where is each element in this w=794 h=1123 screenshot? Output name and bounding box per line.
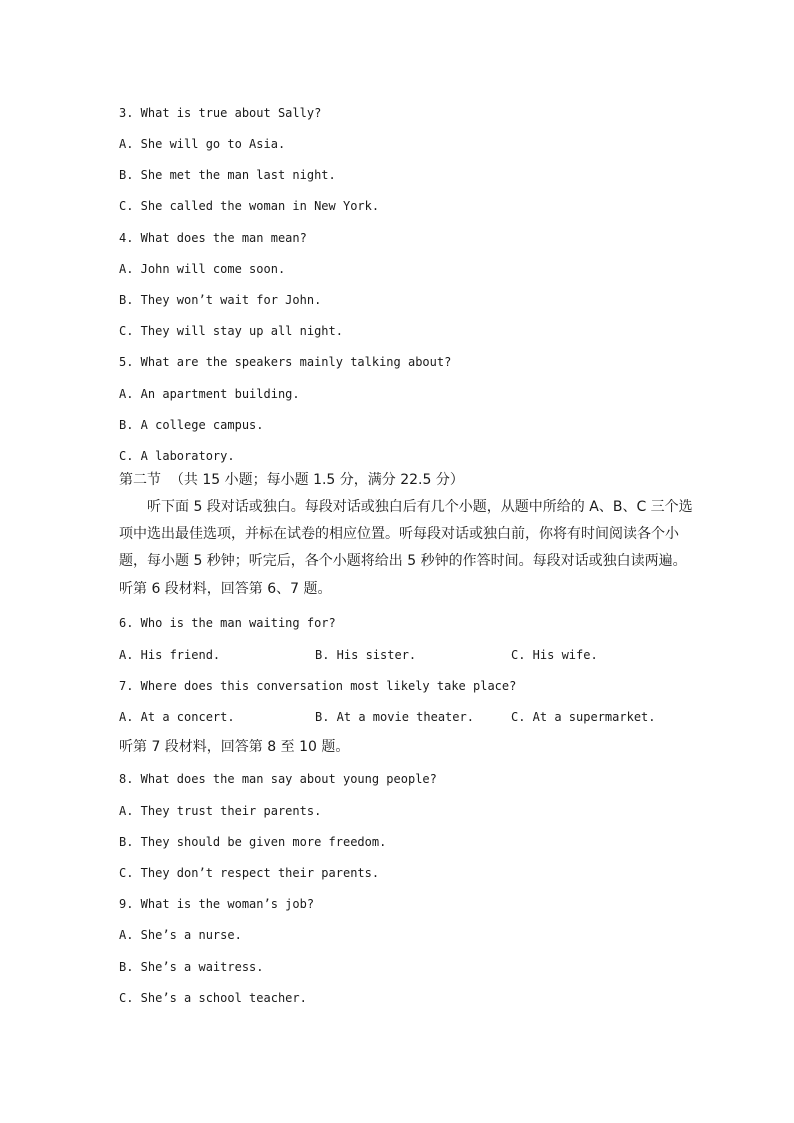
option-5b: B. A college campus. [119,418,264,432]
option-5a: A. An apartment building. [119,387,300,401]
option-7c: C. At a supermarket. [511,710,656,724]
instructions-line-2: 项中选出最佳选项，并标在试卷的相应位置。听每段对话或独白前，你将有时间阅读各个小 [119,526,679,542]
option-3b: B. She met the man last night. [119,168,336,182]
question-5: 5. What are the speakers mainly talking about? [119,355,452,369]
question-8: 8. What does the man say about young people? [119,772,437,786]
option-3a: A. She will go to Asia. [119,137,286,151]
instructions-line-3: 题，每小题 5 秒钟；听完后，各个小题将给出 5 秒钟的作答时间。每段对话或独白读两遍。 [119,553,687,569]
question-9: 9. What is the woman’s job? [119,897,315,911]
option-7a: A. At a concert. [119,710,235,724]
option-5c: C. A laboratory. [119,449,235,463]
option-4c: C. They will stay up all night. [119,324,343,338]
option-7b: B. At a movie theater. [315,710,474,724]
option-9c: C. She’s a school teacher. [119,991,307,1005]
option-8c: C. They don’t respect their parents. [119,866,380,880]
option-6a: A. His friend. [119,648,221,662]
question-3: 3. What is true about Sally? [119,106,322,120]
option-4a: A. John will come soon. [119,262,286,276]
option-8a: A. They trust their parents. [119,804,322,818]
option-4b: B. They won’t wait for John. [119,293,322,307]
option-3c: C. She called the woman in New York. [119,199,380,213]
option-6c: C. His wife. [511,648,598,662]
question-6: 6. Who is the man waiting for? [119,616,336,630]
material-6-note: 听第 6 段材料，回答第 6、7 题。 [119,581,332,597]
option-9b: B. She’s a waitress. [119,960,264,974]
section-heading: 第二节 （共 15 小题；每小题 1.5 分，满分 22.5 分） [119,472,464,488]
option-8b: B. They should be given more freedom. [119,835,387,849]
material-7-note: 听第 7 段材料，回答第 8 至 10 题。 [119,739,350,755]
option-6b: B. His sister. [315,648,417,662]
instructions-line-1: 听下面 5 段对话或独白。每段对话或独白后有几个小题，从题中所给的 A、B、C 三个选 [147,499,693,515]
option-9a: A. She’s a nurse. [119,928,242,942]
question-4: 4. What does the man mean? [119,231,307,245]
question-7: 7. Where does this conversation most likely take place? [119,679,517,693]
